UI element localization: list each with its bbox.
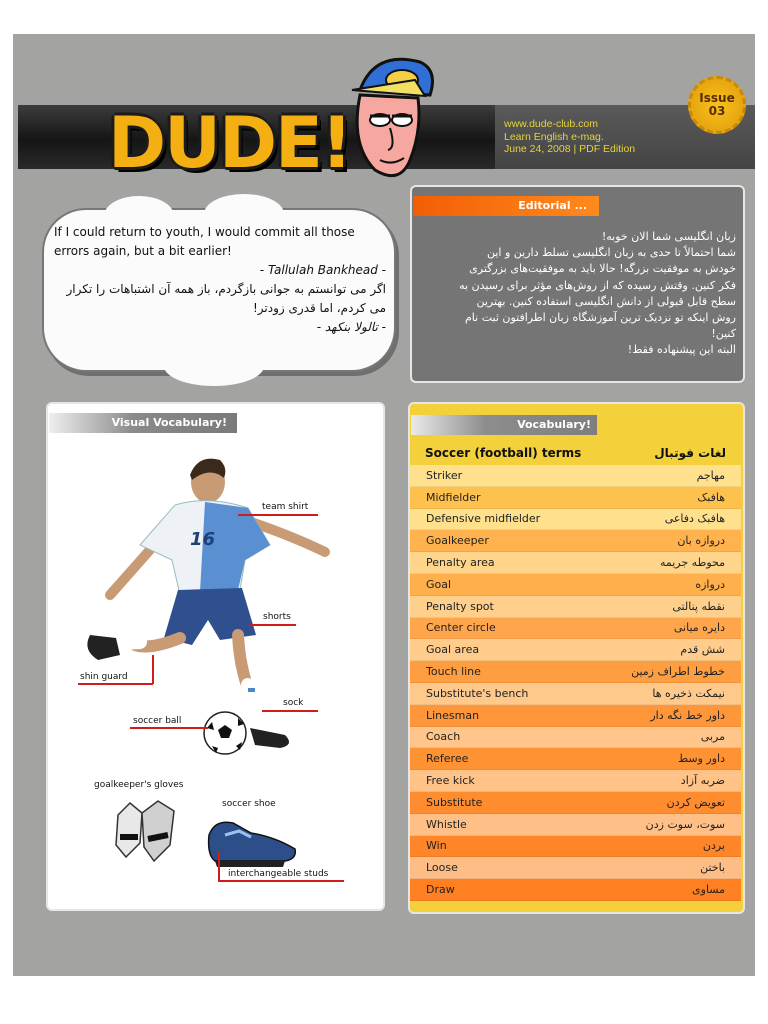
vocabulary-row bbox=[410, 836, 741, 858]
pointer-line bbox=[78, 683, 153, 685]
issue-number: 03 bbox=[708, 104, 726, 118]
shirt-number: 16 bbox=[190, 529, 216, 550]
vocabulary-row bbox=[410, 814, 741, 836]
term-english: Midfielder bbox=[426, 490, 481, 504]
vocabulary-row bbox=[410, 705, 741, 727]
term-english: Touch line bbox=[426, 665, 481, 679]
term-persian: شش قدم bbox=[680, 643, 725, 657]
term-persian: هافبک bbox=[697, 490, 725, 504]
editorial-title: Editorial ... bbox=[413, 196, 599, 216]
term-persian: محوطه جریمه bbox=[659, 556, 725, 570]
quote-author: - Tallulah Bankhead - bbox=[259, 263, 386, 277]
soccer-ball-illustration bbox=[202, 710, 248, 756]
term-english: Referee bbox=[426, 752, 469, 766]
term-english: Defensive midfielder bbox=[426, 512, 541, 526]
editorial-line: شما احتمالاً تا حدی به زبان انگلیسی تسلط دارین و این bbox=[486, 246, 736, 260]
vocabulary-header bbox=[410, 442, 741, 464]
term-english: Whistle bbox=[426, 817, 467, 831]
term-persian: مساوی bbox=[692, 883, 725, 897]
visual-vocabulary-title: Visual Vocabulary! bbox=[49, 413, 237, 433]
term-persian: دروازه بان bbox=[677, 534, 725, 548]
term-english: Penalty area bbox=[426, 556, 495, 570]
quote-persian: اگر می توانستم به جوانی بازگردم، باز همه آن اشتباهات را تکرار می کردم، اما قدری زودتر! bbox=[66, 282, 386, 315]
term-english: Penalty spot bbox=[426, 599, 494, 613]
term-persian: مربی bbox=[700, 730, 725, 744]
vocabulary-row bbox=[410, 792, 741, 814]
label-shin-guard: shin guard bbox=[80, 672, 128, 682]
vocabulary-row bbox=[410, 618, 741, 640]
vocabulary-row bbox=[410, 727, 741, 749]
vocabulary-row bbox=[410, 574, 741, 596]
vocabulary-row bbox=[410, 530, 741, 552]
editorial-line: البته این پیشنهاده فقط! bbox=[627, 343, 736, 357]
website-link[interactable]: www.dude-club.com bbox=[504, 118, 598, 130]
tagline: Learn English e-mag. bbox=[504, 130, 604, 143]
term-persian: هافبک دفاعی bbox=[664, 512, 725, 526]
vocabulary-row bbox=[410, 857, 741, 879]
mascot-illustration bbox=[330, 50, 440, 200]
pointer-line bbox=[250, 624, 296, 626]
vocabulary-title: Vocabulary! bbox=[411, 415, 597, 435]
term-persian: خطوط اطراف زمین bbox=[631, 665, 725, 679]
term-persian: داور خط نگه دار bbox=[650, 708, 725, 722]
pointer-line bbox=[218, 852, 220, 880]
issue-label: Issue bbox=[699, 91, 735, 105]
label-soccer-ball: soccer ball bbox=[133, 716, 182, 726]
vocabulary-row bbox=[410, 487, 741, 509]
pointer-line bbox=[238, 514, 318, 516]
vocabulary-row bbox=[410, 465, 741, 487]
term-persian: نیمکت ذخیره ها bbox=[652, 686, 725, 700]
label-soccer-shoe: soccer shoe bbox=[222, 799, 276, 809]
term-persian: دروازه bbox=[695, 577, 725, 591]
editorial-line: روش اینکه تو نزدیک ترین آموزشگاه زبان اطرافتون ثبت نام bbox=[464, 311, 736, 325]
term-persian: ضربه آزاد bbox=[680, 774, 725, 788]
term-persian: بردن bbox=[702, 839, 725, 853]
vocabulary-row bbox=[410, 748, 741, 770]
label-team-shirt: team shirt bbox=[262, 502, 309, 512]
term-english: Goal area bbox=[426, 643, 480, 657]
vocabulary-row bbox=[410, 879, 741, 901]
editorial-line: سطح قابل قبولی از دانش انگلیسی استفاده کنین. بهترین bbox=[476, 294, 736, 308]
term-english: Center circle bbox=[426, 621, 496, 635]
bubble-puff bbox=[164, 346, 264, 386]
term-english: Substitute's bench bbox=[426, 686, 529, 700]
term-english: Loose bbox=[426, 861, 458, 875]
term-english: Linesman bbox=[426, 708, 480, 722]
vocabulary-row bbox=[410, 683, 741, 705]
term-english: Goalkeeper bbox=[426, 534, 489, 548]
vocabulary-row bbox=[410, 770, 741, 792]
header-persian: لغات فوتبال bbox=[654, 446, 726, 460]
vocabulary-row bbox=[410, 509, 741, 531]
editorial-line: کنین! bbox=[711, 327, 736, 341]
term-english: Substitute bbox=[426, 795, 483, 809]
pointer-line bbox=[262, 710, 318, 712]
term-persian: مهاجم bbox=[696, 468, 725, 482]
term-persian: تعویض کردن bbox=[666, 795, 725, 809]
term-english: Striker bbox=[426, 468, 463, 482]
term-english: Coach bbox=[426, 730, 461, 744]
term-english: Win bbox=[426, 839, 447, 853]
label-shorts: shorts bbox=[263, 612, 291, 622]
label-sock: sock bbox=[283, 698, 304, 708]
term-english: Free kick bbox=[426, 774, 475, 788]
editorial-line: فکر کنین. وقتش رسیده که از روش‌های مؤثر برای رسیدن به bbox=[459, 278, 736, 292]
label-goalkeeper-gloves: goalkeeper's gloves bbox=[94, 780, 184, 790]
issue-badge bbox=[688, 76, 746, 134]
vocabulary-row bbox=[410, 596, 741, 618]
vocabulary-row bbox=[410, 661, 741, 683]
term-persian: سوت، سوت زدن bbox=[645, 817, 725, 831]
pointer-line bbox=[130, 727, 208, 729]
dude-logo: DUDE! bbox=[108, 102, 351, 184]
vocabulary-rows bbox=[410, 465, 741, 901]
editorial-text bbox=[416, 229, 736, 359]
term-english: Goal bbox=[426, 577, 452, 591]
edition-date: June 24, 2008 | PDF Edition bbox=[504, 143, 636, 155]
term-english: Draw bbox=[426, 883, 455, 897]
editorial-line: خودش به موفقیت بزرگه! حالا باید به موفقیت‌های بزرگتری bbox=[469, 262, 736, 276]
pointer-line bbox=[152, 655, 154, 684]
quote-english: If I could return to youth, I would commit all those errors again, but a bit earlier! bbox=[54, 225, 355, 258]
quote-author-persian: - تالولا بنکهد - bbox=[316, 320, 386, 334]
label-interchangeable-studs: interchangeable studs bbox=[228, 869, 329, 879]
header-english: Soccer (football) terms bbox=[425, 446, 582, 460]
vocabulary-row bbox=[410, 639, 741, 661]
goalkeeper-gloves-illustration bbox=[110, 795, 180, 865]
term-persian: باختن bbox=[700, 861, 725, 875]
term-persian: داور وسط bbox=[677, 752, 725, 766]
editorial-line: زبان انگلیسی شما الان خوبه! bbox=[601, 230, 736, 243]
header-info bbox=[504, 118, 635, 156]
vocabulary-row bbox=[410, 552, 741, 574]
pointer-line bbox=[218, 880, 344, 882]
term-persian: نقطه پنالتی bbox=[672, 599, 725, 613]
term-persian: دایره میانی bbox=[673, 621, 725, 635]
quote-text bbox=[54, 223, 386, 337]
